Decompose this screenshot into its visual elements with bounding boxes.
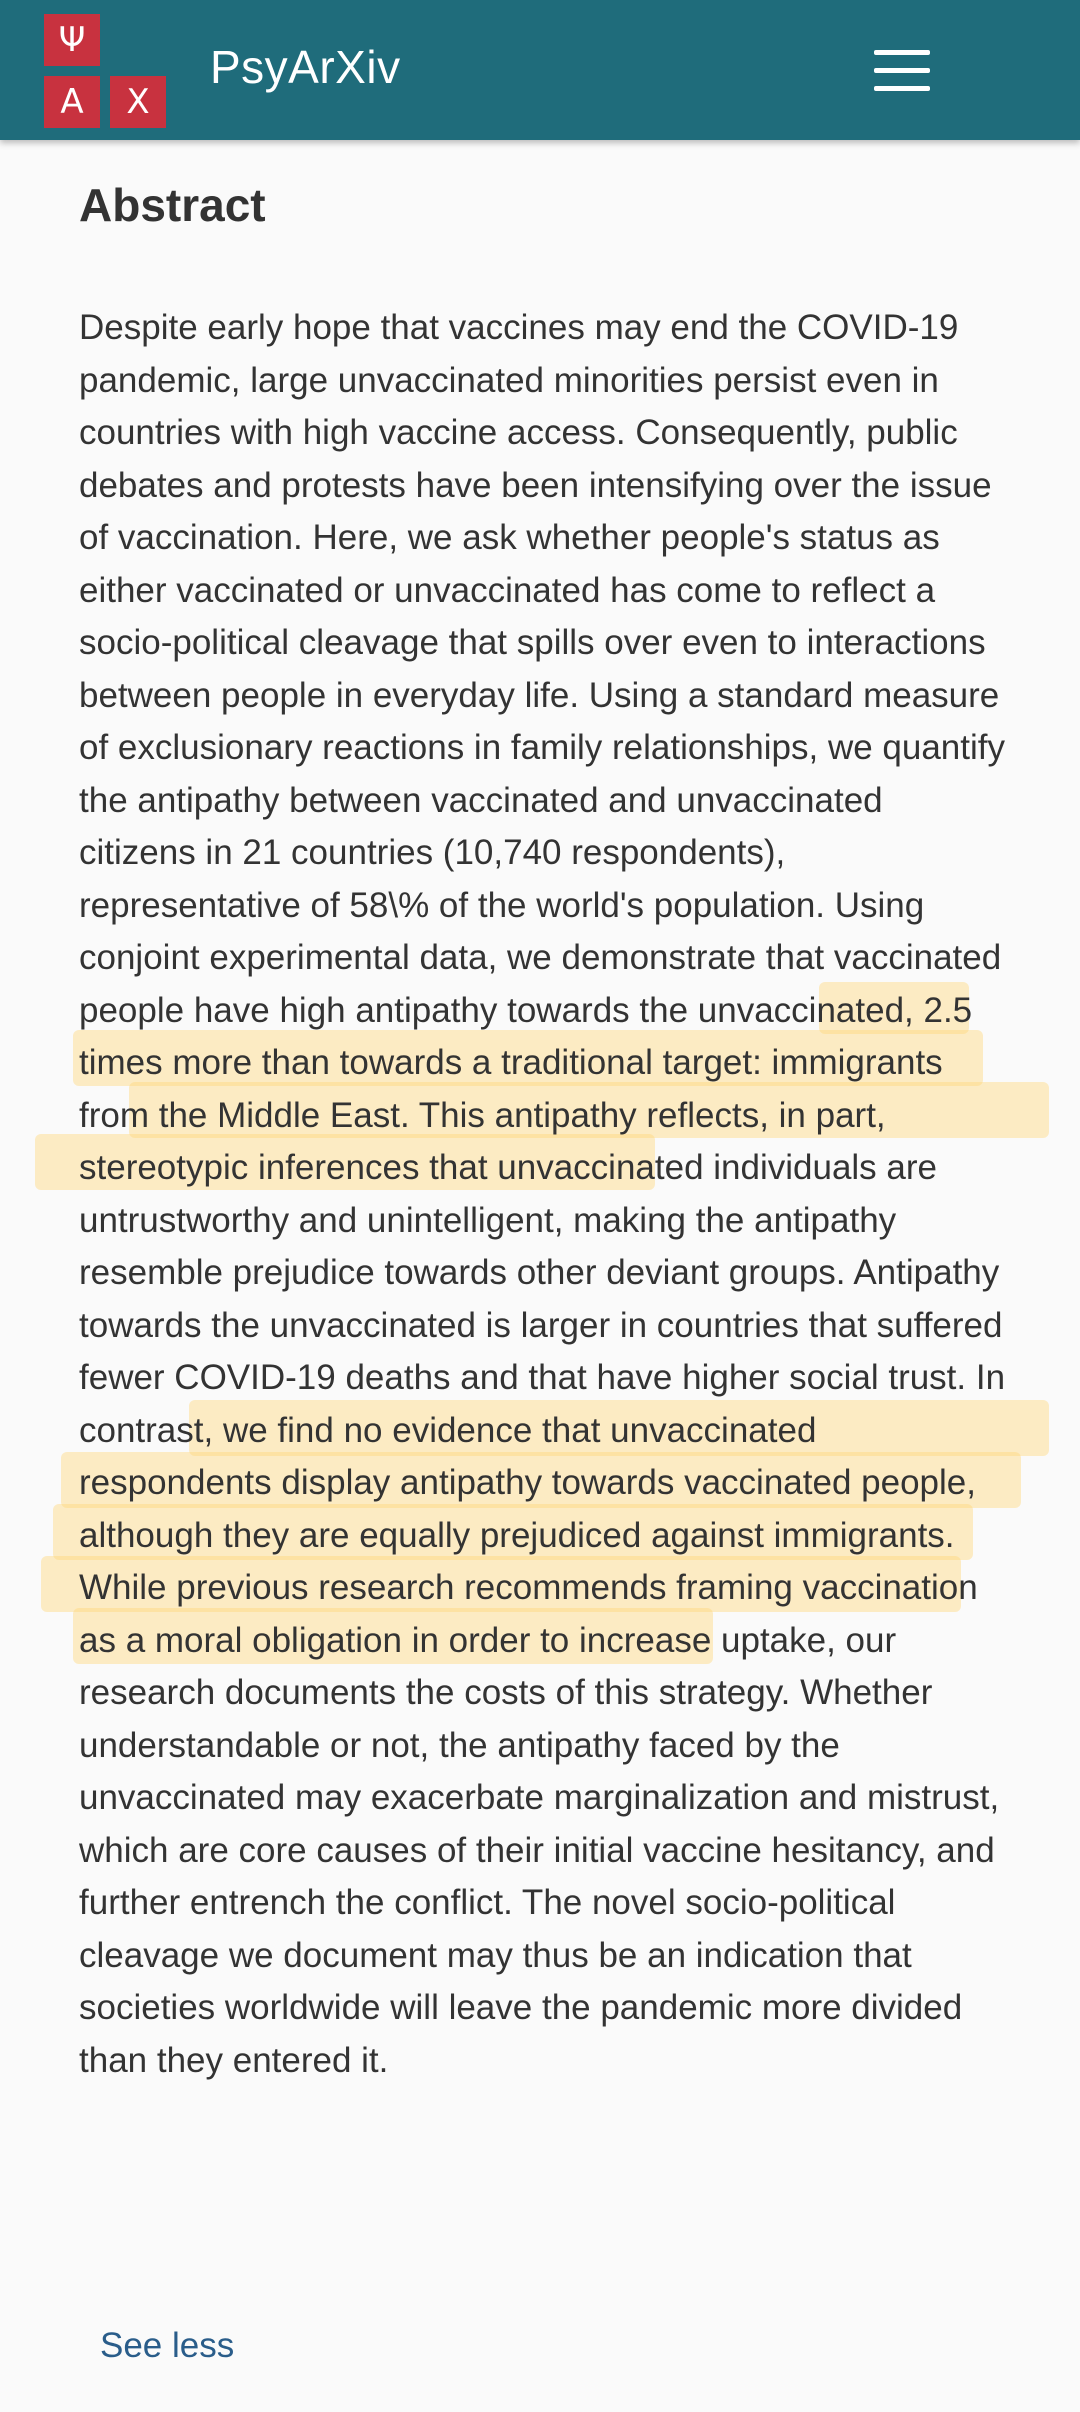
- psyarxiv-logo[interactable]: [44, 14, 166, 128]
- top-navbar: [0, 0, 1080, 140]
- abstract-text: Despite early hope that vaccines may end the COVID-19 pandemic, large unvaccinated minorities persist even in countries with high vaccine access. Consequently, public debates and protests have been intensifying over the issue of vaccination. Here, we ask whether people's status as either vaccinated or unvaccinated has come to reflect a socio-political cleavage that spills over even to interactions between people in everyday life. Using a standard measure of exclusionary reactions in family relationships, we quantify the antipathy between vaccinated and unvaccinated citizens in 21 countries (10,740 respondents), representative of 58\% of the world's population. Using conjoint experimental data, we demonstrate that vaccinated people have high antipathy towards the unvaccinated, 2.5 times more than towards a traditional target: immigrants from the Middle East. This antipathy reflects, in part, stereotypic inferences that unvaccinated individuals are untrustworthy and unintelligent, making the antipathy resemble prejudice towards other deviant groups. Antipathy towards the unvaccinated is larger in countries that suffered fewer COVID-19 deaths and that have higher social trust. In contrast, we find no evidence that unvaccinated respondents display antipathy towards vaccinated people, although they are equally prejudiced against immigrants. While previous research recommends framing vaccination as a moral obligation in order to increase uptake, our research documents the costs of this strategy. Whether understandable or not, the antipathy faced by the unvaccinated may exacerbate marginalization and mistrust, which are core causes of their initial vaccine hesitancy, and further entrench the conflict. The novel socio-political cleavage we document may thus be an indication that societies worldwide will leave the pandemic more divided than they entered it.: [79, 308, 1006, 2080]
- brand-name[interactable]: PsyArXiv: [210, 41, 401, 93]
- see-less-link[interactable]: See less: [100, 2326, 235, 2365]
- abstract-heading: Abstract: [79, 179, 266, 231]
- abstract-body: [79, 302, 1009, 2087]
- x-logo-cell: X: [110, 76, 166, 128]
- psi-logo-cell: Ψ: [44, 14, 100, 66]
- a-logo-cell: A: [44, 76, 100, 128]
- hamburger-menu-icon[interactable]: [870, 48, 936, 94]
- abstract-section: [79, 160, 1019, 2087]
